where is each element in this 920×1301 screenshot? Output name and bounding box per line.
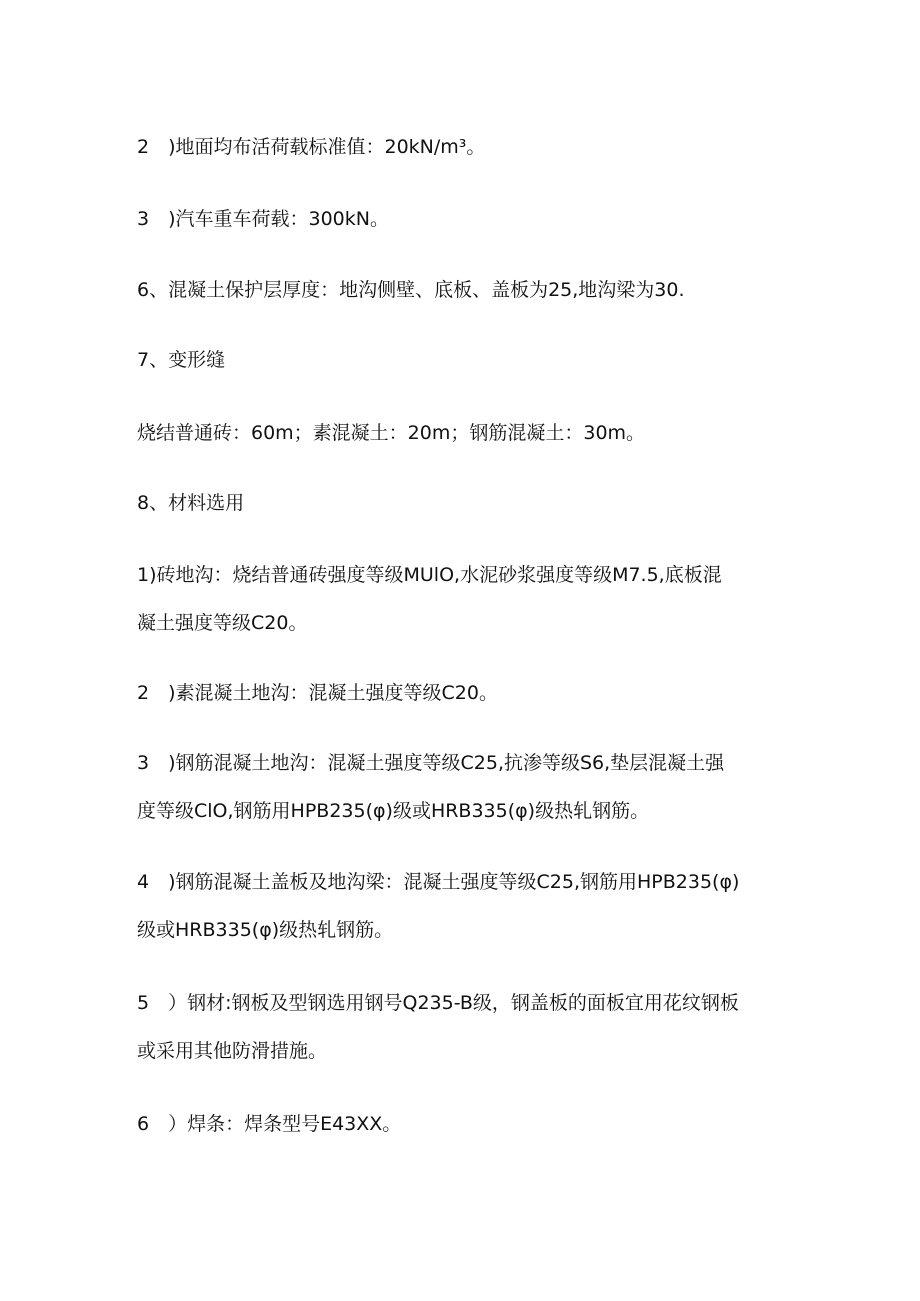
line-concrete-cover: 6、混凝土保护层厚度：地沟侧壁、底板、盖板为25,地沟梁为30. [137,279,685,301]
line-brick-trench-2: 凝土强度等级C20。 [137,612,308,634]
line-vehicle-load: 3 )汽车重车荷载：300kN。 [137,208,389,230]
line-electrode: 6 ）焊条：焊条型号E43XX。 [137,1113,402,1135]
line-deformation-joint-values: 烧结普通砖：60m；素混凝土：20m；钢筋混凝土：30m。 [137,422,646,444]
line-plain-concrete-trench: 2 )素混凝土地沟：混凝土强度等级C20。 [137,682,498,704]
line-rc-cover-beam-2: 级或HRB335(φ)级热轧钢筋。 [137,919,394,941]
line-rc-cover-beam-1: 4 )钢筋混凝土盖板及地沟梁：混凝土强度等级C25,钢筋用HPB235(φ) [137,871,740,893]
line-rc-trench-2: 度等级ClO,钢筋用HPB235(φ)级或HRB335(φ)级热轧钢筋。 [137,800,650,822]
line-rc-trench-1: 3 )钢筋混凝土地沟：混凝土强度等级C25,抗渗等级S6,垫层混凝土强 [137,752,725,774]
line-steel-2: 或采用其他防滑措施。 [137,1040,328,1062]
line-materials-heading: 8、材料选用 [137,492,245,514]
line-deformation-joint-heading: 7、变形缝 [137,349,226,371]
line-steel-1: 5 ）钢材:钢板及型钢选用钢号Q235-B级，钢盖板的面板宜用花纹钢板 [137,992,739,1014]
line-ground-live-load: 2 )地面均布活荷载标准值：20kN/m³。 [137,136,486,158]
line-brick-trench-1: 1)砖地沟：烧结普通砖强度等级MUlO,水泥砂浆强度等级M7.5,底板混 [137,564,722,586]
